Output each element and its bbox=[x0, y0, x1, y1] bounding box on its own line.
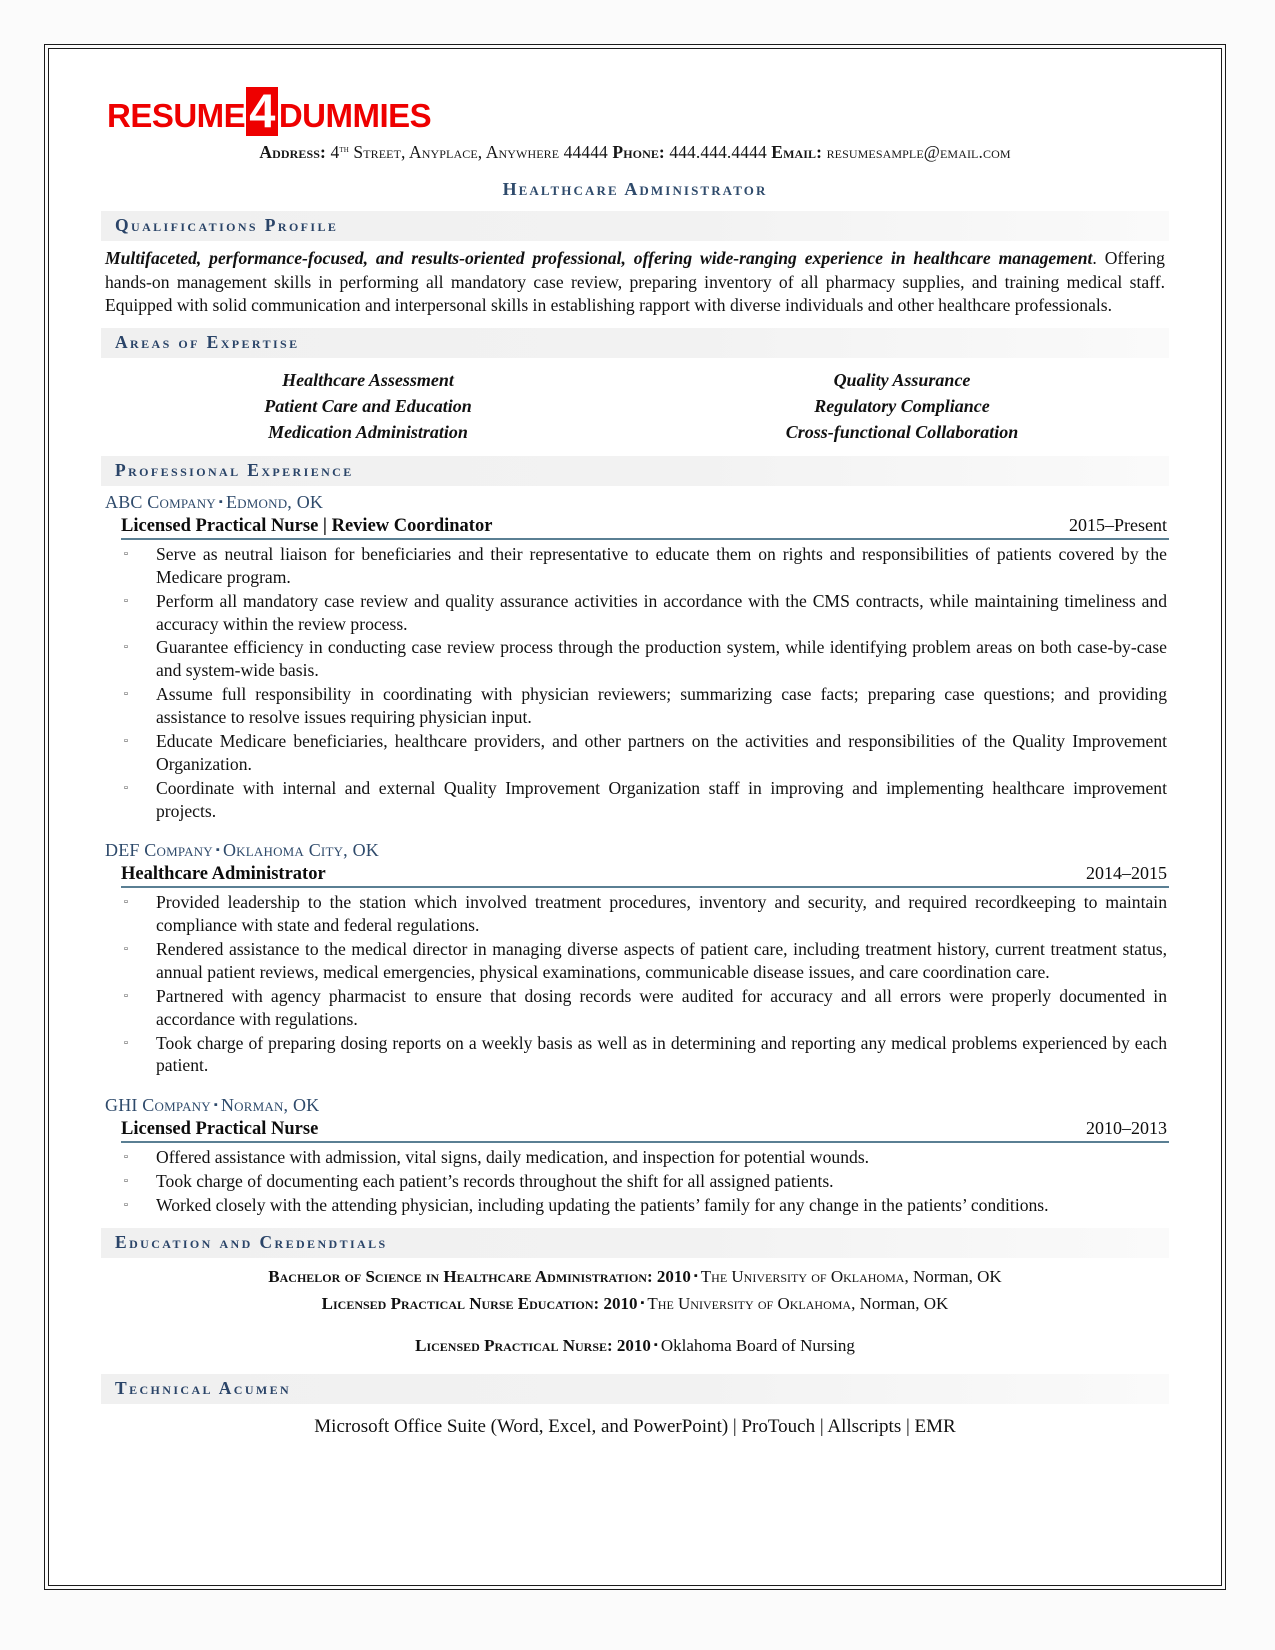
job-bullet-text: Took charge of documenting each patient’s records throughout the shift for all assigned patients. bbox=[156, 1171, 834, 1192]
job-entry bbox=[101, 840, 1169, 1077]
expertise-columns bbox=[101, 368, 1169, 445]
job-dates: 2015–Present bbox=[1069, 515, 1167, 536]
job-bullet-text: Took charge of preparing dosing reports on a weekly basis as well as in determining and reporting any medical problems experienced by each patient. bbox=[156, 1032, 1167, 1076]
job-bullet bbox=[101, 590, 1169, 636]
square-bullet-icon: ▫ bbox=[124, 989, 128, 1002]
expertise-item: Patient Care and Education bbox=[264, 395, 472, 416]
square-bullet-icon: ▫ bbox=[124, 734, 128, 747]
job-company-line bbox=[105, 840, 1169, 861]
education-year: 2010 bbox=[603, 1294, 638, 1314]
square-bullet-icon: ▫ bbox=[124, 1175, 128, 1188]
brand-logo bbox=[107, 84, 1169, 137]
brand-logo-four: 4 bbox=[246, 87, 278, 136]
qualifications-lead: Multifaceted, performance-focused, and results-oriented professional, offering wide-ranging experience in healthcare management bbox=[105, 248, 1093, 269]
job-bullet-text: Worked closely with the attending physician, including updating the patients’ family for any change in the patients’ conditions. bbox=[156, 1194, 1049, 1215]
square-bullet-icon: ▪ bbox=[653, 1338, 658, 1351]
job-entry bbox=[101, 1095, 1169, 1217]
education-year: 2010 bbox=[616, 1335, 651, 1355]
education-degree: Licensed Practical Nurse: bbox=[415, 1335, 613, 1355]
job-bullet-list bbox=[101, 891, 1169, 1077]
qualifications-paragraph bbox=[105, 247, 1165, 317]
job-bullet-text: Coordinate with internal and external Quality Improvement Organization staff in improving and implementing healthcare improvement projects. bbox=[156, 777, 1167, 821]
job-title-row bbox=[121, 1117, 1169, 1143]
resume-page bbox=[48, 48, 1222, 1586]
company-name: DEF Company bbox=[105, 840, 213, 861]
phone-label: Phone: bbox=[612, 142, 665, 163]
company-location: Edmond, OK bbox=[225, 492, 324, 513]
brand-logo-part1: resume bbox=[107, 84, 246, 137]
address-value: 4 bbox=[330, 142, 340, 163]
company-location: Norman, OK bbox=[220, 1095, 320, 1116]
section-header-expertise: Areas of Expertise bbox=[101, 328, 1169, 358]
square-bullet-icon: ▪ bbox=[693, 1269, 698, 1282]
section-header-experience: Professional Experience bbox=[101, 456, 1169, 486]
square-bullet-icon: ▪ bbox=[218, 496, 223, 509]
expertise-column-left bbox=[101, 368, 635, 445]
job-bullet-text: Guarantee efficiency in conducting case review process through the production system, while identifying problem areas on both case-by-case and system-wide basis. bbox=[156, 637, 1167, 681]
job-dates: 2014–2015 bbox=[1086, 863, 1167, 884]
square-bullet-icon: ▫ bbox=[124, 1151, 128, 1164]
target-job-title: Healthcare Administrator bbox=[502, 179, 768, 200]
job-title: Licensed Practical Nurse bbox=[121, 1119, 319, 1140]
job-bullet-text: Provided leadership to the station which involved treatment procedures, inventory and security, and required recordkeeping to maintain compliance with state and federal regulations. bbox=[156, 892, 1167, 936]
job-entry bbox=[101, 492, 1169, 822]
phone-value: 444.444.4444 bbox=[669, 142, 767, 163]
job-bullet-text: Partnered with agency pharmacist to ensure that dosing records were audited for accuracy and all errors were properly documented in accordance with regulations. bbox=[156, 985, 1167, 1029]
job-bullet bbox=[101, 730, 1169, 776]
job-bullet-list bbox=[101, 1146, 1169, 1217]
job-bullet-text: Perform all mandatory case review and quality assurance activities in accordance with the CMS contracts, while maintaining timeliness and accuracy within the review process. bbox=[156, 590, 1167, 634]
expertise-item: Cross-functional Collaboration bbox=[785, 421, 1019, 442]
job-title-row bbox=[121, 514, 1169, 540]
education-year: 2010 bbox=[656, 1266, 691, 1286]
contact-line bbox=[101, 142, 1169, 163]
job-bullet bbox=[101, 1194, 1169, 1217]
job-bullet-text: Rendered assistance to the medical director in managing diverse aspects of patient care, including treatment history, current treatment status, annual patient reviews, medical emergencies, physical examinations, communicable disease issues, and care coordination care. bbox=[156, 939, 1167, 982]
education-place: Norman, OK bbox=[859, 1294, 949, 1314]
job-bullet bbox=[101, 1032, 1169, 1078]
technical-skills-line: Microsoft Office Suite (Word, Excel, and PowerPoint) | ProTouch | Allscripts | EMR bbox=[314, 1416, 956, 1438]
education-entry bbox=[101, 1291, 1169, 1317]
email-value[interactable]: resumesample@email.com bbox=[826, 142, 1011, 163]
job-title-row bbox=[121, 862, 1169, 888]
expertise-item: Healthcare Assessment bbox=[282, 370, 454, 391]
company-name: GHI Company bbox=[105, 1095, 211, 1116]
education-degree: Bachelor of Science in Healthcare Administration: bbox=[268, 1266, 653, 1286]
job-bullet bbox=[101, 543, 1169, 589]
section-header-education: Education and Credendtials bbox=[101, 1228, 1169, 1258]
education-institution: The University of Oklahoma, bbox=[647, 1294, 856, 1314]
email-label: Email: bbox=[771, 142, 823, 163]
square-bullet-icon: ▫ bbox=[124, 1198, 128, 1211]
job-bullet-text: Offered assistance with admission, vital signs, daily medication, and inspection for potential wounds. bbox=[156, 1147, 870, 1168]
job-bullet bbox=[101, 891, 1169, 937]
job-bullet-list bbox=[101, 543, 1169, 822]
education-spacer bbox=[101, 1317, 1169, 1331]
square-bullet-icon: ▫ bbox=[124, 943, 128, 956]
square-bullet-icon: ▪ bbox=[640, 1297, 645, 1310]
job-bullet bbox=[101, 985, 1169, 1031]
address-label: Address: bbox=[259, 142, 326, 163]
square-bullet-icon: ▪ bbox=[215, 844, 220, 857]
job-company-line bbox=[105, 1095, 1169, 1116]
section-header-qualifications: Qualifications Profile bbox=[101, 211, 1169, 241]
job-company-line bbox=[105, 492, 1169, 513]
square-bullet-icon: ▫ bbox=[124, 594, 128, 607]
job-bullet bbox=[101, 938, 1169, 984]
expertise-item: Quality Assurance bbox=[833, 370, 971, 391]
brand-logo-part2: dummies bbox=[278, 84, 432, 137]
job-title: Healthcare Administrator bbox=[121, 864, 326, 885]
job-title: Licensed Practical Nurse | Review Coordinator bbox=[121, 516, 493, 537]
job-bullet-text: Serve as neutral liaison for beneficiaries and their representative to educate them on rights and responsibilities of patients covered by the Medicare program. bbox=[156, 544, 1167, 587]
square-bullet-icon: ▫ bbox=[124, 688, 128, 701]
education-entry bbox=[101, 1264, 1169, 1290]
square-bullet-icon: ▫ bbox=[124, 548, 128, 561]
address-ordinal: th bbox=[339, 144, 349, 156]
job-bullet bbox=[101, 1146, 1169, 1169]
job-bullet-text: Assume full responsibility in coordinating with physician reviewers; summarizing case facts; preparing case questions; and providing assistance to resolve issues requiring physician input. bbox=[156, 684, 1167, 728]
job-dates: 2010–2013 bbox=[1086, 1118, 1167, 1139]
education-degree: Licensed Practical Nurse Education: bbox=[321, 1294, 600, 1314]
education-institution: The University of Oklahoma, bbox=[700, 1266, 909, 1286]
expertise-item: Regulatory Compliance bbox=[814, 395, 990, 416]
address-rest: Street, Anyplace, Anywhere 44444 bbox=[353, 142, 608, 163]
job-bullet bbox=[101, 683, 1169, 729]
square-bullet-icon: ▫ bbox=[124, 1036, 128, 1049]
expertise-item: Medication Administration bbox=[268, 421, 468, 442]
education-entry bbox=[101, 1333, 1169, 1359]
square-bullet-icon: ▫ bbox=[124, 641, 128, 654]
qualifications-body: . Offering hands-on management skills in performing all mandatory case review, preparing inventory of all pharmacy supplies, and training medical staff. Equipped with solid communication and interpersonal skills in establishing rapport with diverse individuals and other healthcare professionals. bbox=[105, 248, 1165, 316]
job-bullet bbox=[101, 636, 1169, 682]
square-bullet-icon: ▫ bbox=[124, 781, 128, 794]
company-location: Oklahoma City, OK bbox=[222, 840, 379, 861]
square-bullet-icon: ▫ bbox=[124, 896, 128, 909]
education-place: Norman, OK bbox=[912, 1266, 1002, 1286]
square-bullet-icon: ▪ bbox=[213, 1099, 218, 1112]
section-header-technical: Technical Acumen bbox=[101, 1374, 1169, 1404]
job-bullet bbox=[101, 777, 1169, 823]
expertise-column-right bbox=[635, 368, 1169, 445]
job-bullet bbox=[101, 1170, 1169, 1193]
job-bullet-text: Educate Medicare beneficiaries, healthcare providers, and other partners on the activities and responsibilities of the Quality Improvement Organization. bbox=[156, 730, 1167, 774]
company-name: ABC Company bbox=[105, 492, 216, 513]
education-place: Oklahoma Board of Nursing bbox=[660, 1335, 855, 1355]
